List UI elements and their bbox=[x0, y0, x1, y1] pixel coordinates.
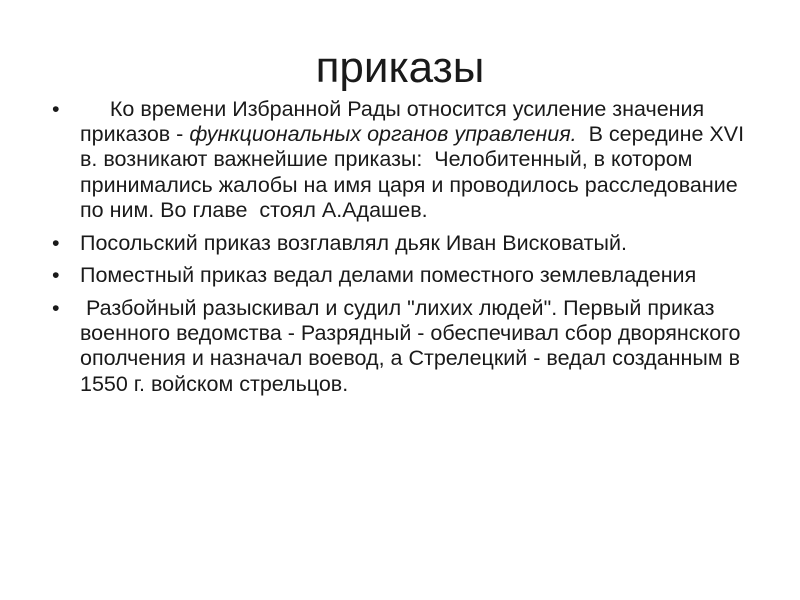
bullet-text: Поместный приказ ведал делами поместного землевладения bbox=[80, 263, 697, 288]
bullet-icon: • bbox=[52, 97, 60, 121]
bullet-item-2 bbox=[52, 231, 752, 256]
bullet-text-emphasis: функциональных органов управления. bbox=[189, 122, 577, 147]
slide-title: приказы bbox=[315, 43, 485, 92]
bullet-icon: • bbox=[52, 295, 60, 320]
bullet-item-4 bbox=[52, 296, 752, 397]
bullet-icon: • bbox=[52, 230, 60, 255]
bullet-list bbox=[52, 97, 752, 404]
bullet-text-intro: Ко времени Избранной Рады относится усиление значения приказов - bbox=[80, 97, 711, 147]
bullet-item-3 bbox=[52, 263, 752, 288]
bullet-text: Посольский приказ возглавлял дьяк Иван Висковатый. bbox=[80, 230, 627, 255]
bullet-text: Разбойный разыскивал и судил "лихих людей". Первый приказ военного ведомства - Разрядный - обеспечивал сбор дворянского ополчения и назначал воевод, а Стрелецкий - ведал созданным в 1550 г. войском стрельцов. bbox=[80, 295, 747, 396]
bullet-item-1 bbox=[52, 97, 752, 223]
bullet-icon: • bbox=[52, 263, 60, 288]
bullet-text-rest: В середине XVI в. возникают важнейшие приказы: Челобитенный, в котором принимались жалобы на имя царя и проводилось расследование по ним. Во главе стоял А.Адашев. bbox=[80, 122, 751, 222]
